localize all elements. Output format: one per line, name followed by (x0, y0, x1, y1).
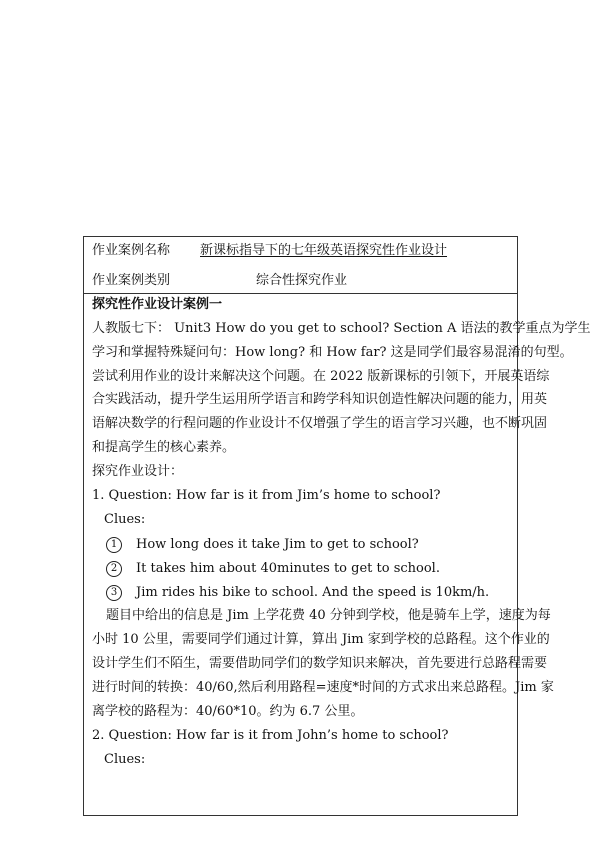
analysis-line: 离学校的路程为：40/60*10。约为 6.7 公里。 (92, 704, 364, 719)
case-type-label: 作业案例类别 (92, 273, 171, 288)
intro-line: 和提高学生的核心素养。 (92, 440, 236, 455)
question-2: 2. Question: How far is it from John’s home to school? (92, 728, 449, 743)
clue-item (106, 585, 509, 601)
intro-line: 人教版七下： Unit3 How do you get to school? Section A 语法的教学重点为学生 (92, 321, 591, 336)
circled-number-icon: 1 (106, 537, 122, 553)
case-name-label: 作业案例名称 (92, 243, 171, 258)
intro-line: 尝试利用作业的设计来解决这个问题。在 2022 版新课标的引领下，开展英语综 (92, 369, 550, 384)
clue-item (106, 537, 509, 553)
clue-item (106, 561, 509, 577)
intro-line: 合实践活动，提升学生运用所学语言和跨学科知识创造性解决问题的能力，用英 (92, 392, 548, 407)
clue-text: How long does it take Jim to get to school? (136, 537, 419, 552)
question-1: 1. Question: How far is it from Jim’s home to school? (92, 488, 441, 503)
clue-text: Jim rides his bike to school. And the speed is 10km/h. (136, 585, 490, 600)
design-label: 探究作业设计： (92, 464, 184, 479)
clue-text: It takes him about 40minutes to get to school. (136, 561, 440, 576)
intro-line: 学习和掌握特殊疑问句：How long? 和 How far? 这是同学们最容易混淆的句型。 (92, 345, 573, 360)
assignment-table (83, 236, 591, 816)
section-title: 探究性作业设计案例一 (92, 297, 223, 312)
circled-number-icon: 2 (106, 561, 122, 577)
case-name-value: 新课标指导下的七年级英语探究性作业设计 (200, 243, 448, 258)
analysis-line: 小时 10 公里，需要同学们通过计算，算出 Jim 家到学校的总路程。这个作业的 (92, 632, 550, 647)
clues-label: Clues: (104, 512, 146, 527)
analysis-line: 题目中给出的信息是 Jim 上学花费 40 分钟到学校，他是骑车上学，速度为每 (106, 608, 551, 623)
analysis-line: 进行时间的转换：40/60,然后利用路程=速度*时间的方式求出来总路程。Jim 家 (92, 680, 554, 695)
header-cell (84, 237, 517, 294)
circled-number-icon: 3 (106, 585, 122, 601)
case-type-value: 综合性探究作业 (256, 273, 348, 288)
analysis-line: 设计学生们不陌生，需要借助同学们的数学知识来解决，首先要进行总路程需要 (92, 656, 548, 671)
intro-line: 语解决数学的行程问题的作业设计不仅增强了学生的语言学习兴趣，也不断巩固 (92, 416, 548, 431)
clues-label-2: Clues: (104, 752, 146, 767)
